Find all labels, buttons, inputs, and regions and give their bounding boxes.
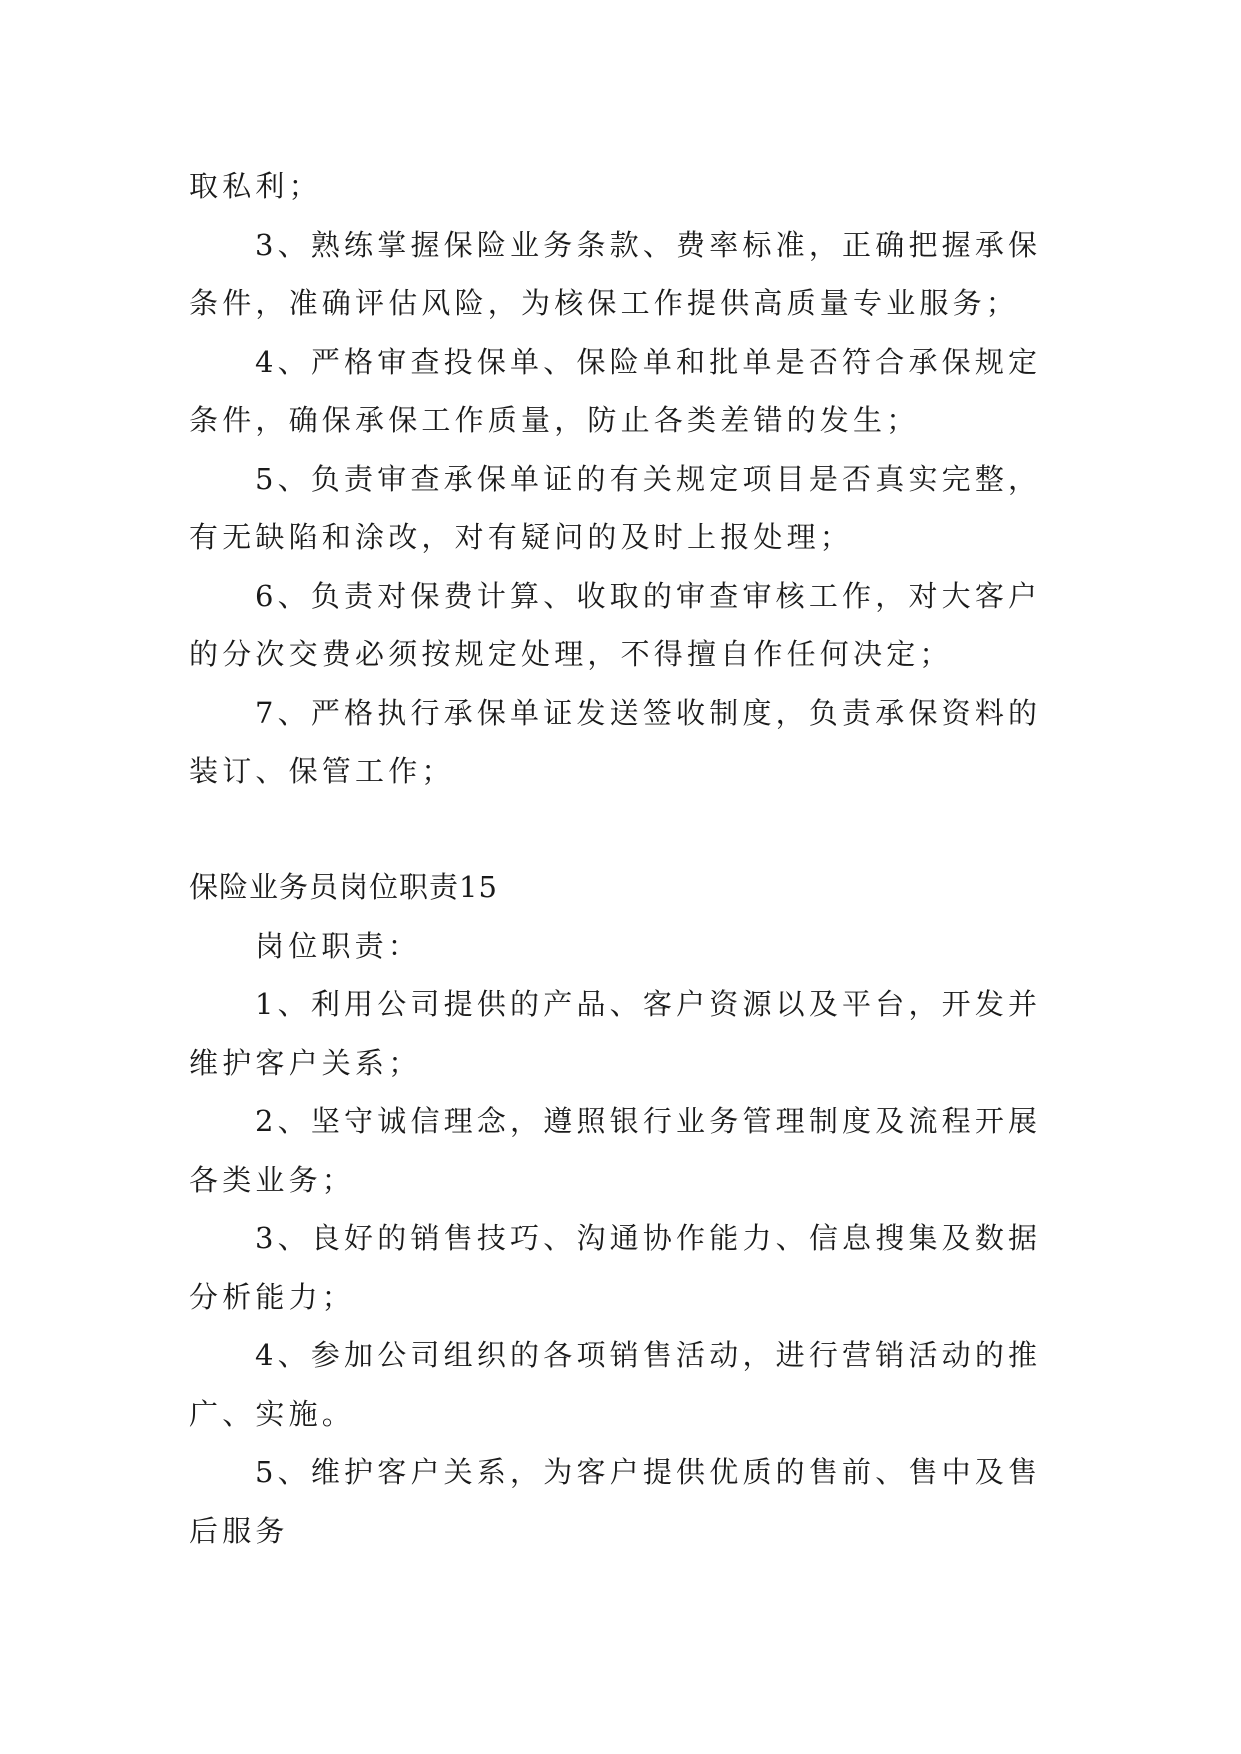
duties-continued-section [189, 157, 1059, 801]
paragraph-line: 各类业务； [189, 1162, 356, 1197]
paragraph-line: 2、坚守诚信理念，遵照银行业务管理制度及流程开展 [255, 1104, 1042, 1138]
paragraph-line: 6、负责对保费计算、收取的审查审核工作，对大客户 [255, 578, 1042, 613]
paragraph-line: 4、参加公司组织的各项销售活动，进行营销活动的推 [255, 1338, 1042, 1372]
paragraph-line: 分析能力； [189, 1279, 356, 1314]
paragraph-line: 1、利用公司提供的产品、客户资源以及平台，开发并 [255, 987, 1042, 1021]
duties-section-15 [189, 858, 1059, 1560]
paragraph-line: 装订、保管工作； [189, 754, 455, 788]
paragraph-line: 7、严格执行承保单证发送签收制度，负责承保资料的 [255, 695, 1042, 730]
paragraph-line: 维护客户关系； [189, 1045, 422, 1080]
paragraph-line: 3、熟练掌握保险业务条款、费率标准，正确把握承保 [255, 227, 1042, 262]
paragraph-line: 的分次交费必须按规定处理，不得擅自作任何决定； [189, 637, 953, 671]
paragraph-line: 条件，准确评估风险，为核保工作提供高质量专业服务； [189, 286, 1020, 320]
paragraph-line: 有无缺陷和涂改，对有疑问的及时上报处理； [189, 520, 854, 554]
paragraph-line: 后服务 [189, 1513, 289, 1548]
paragraph-line: 3、良好的销售技巧、沟通协作能力、信息搜集及数据 [255, 1221, 1042, 1255]
paragraph-line: 4、严格审查投保单、保险单和批单是否符合承保规定 [255, 344, 1042, 379]
section-heading: 保险业务员岗位职责15 [189, 870, 498, 904]
paragraph-line: 5、维护客户关系，为客户提供优质的售前、售中及售 [255, 1455, 1042, 1489]
paragraph-line: 5、负责审查承保单证的有关规定项目是否真实完整， [255, 461, 1042, 496]
paragraph-line: 岗位职责： [255, 928, 422, 963]
paragraph-line: 广、实施。 [189, 1396, 356, 1431]
paragraph-line: 条件，确保承保工作质量，防止各类差错的发生； [189, 403, 920, 437]
paragraph-line: 取私利； [189, 169, 322, 203]
